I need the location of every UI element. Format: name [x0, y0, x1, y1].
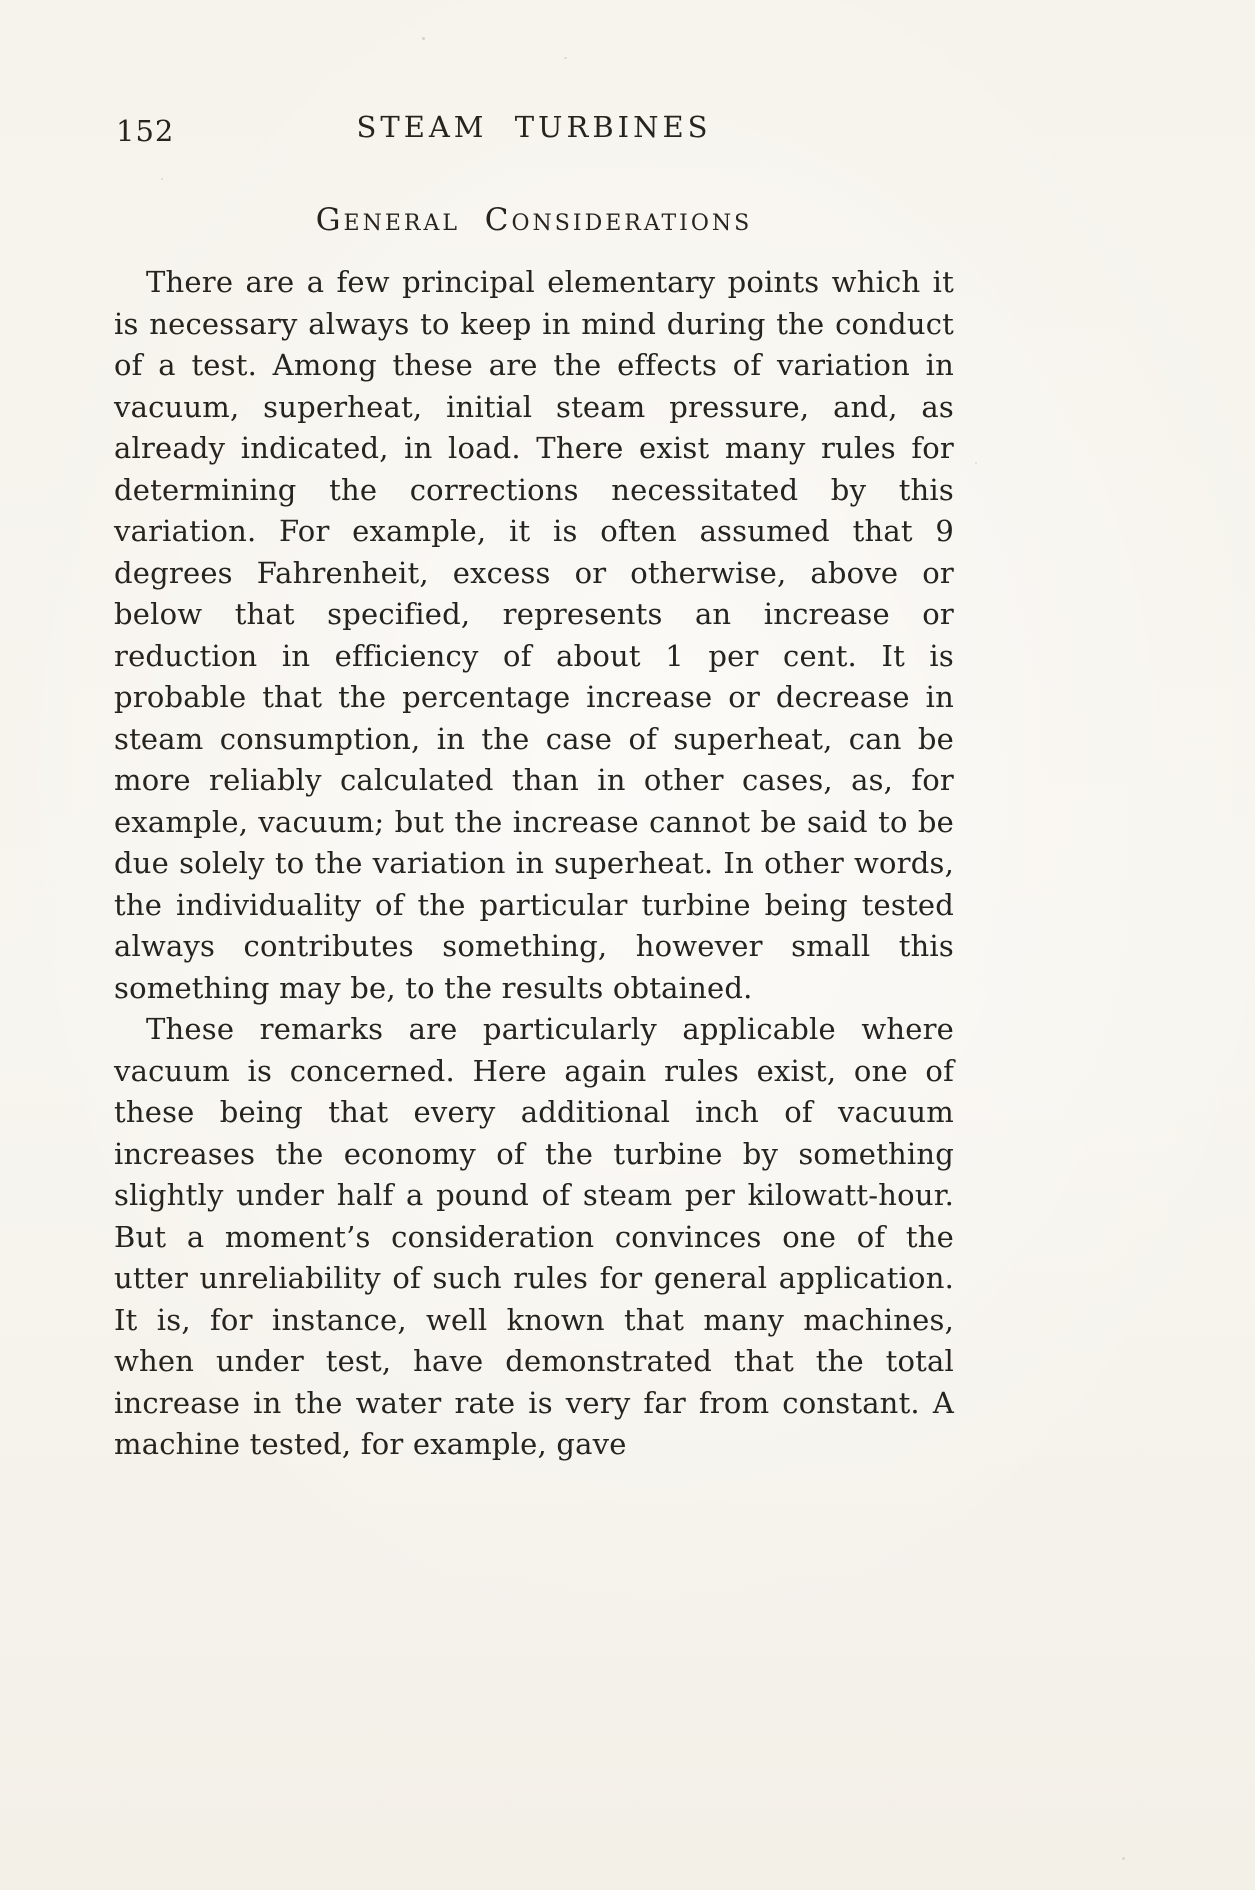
- paragraph: There are a few principal elementary points which it is necessary always to keep in mind during the conduct of a test. Among these are the effects of variation in vacuum, superheat, initial steam pressure, and, as already indicated, in load. There exist many rules for determining the corrections necessitated by this variation. For example, it is often assumed that 9 degrees Fahrenheit, excess or otherwise, above or below that specified, represents an increase or reduction in efficiency of about 1 per cent. It is probable that the percentage increase or decrease in steam consumption, in the case of superheat, can be more reliably calculated than in other cases, as, for example, vacuum; but the increase cannot be said to be due solely to the variation in superheat. In other words, the individuality of the particular turbine being tested always contributes something, however small this something may be, to the results obtained.: [114, 265, 954, 1005]
- scan-speck: [1122, 1857, 1125, 1860]
- text-block: [114, 110, 954, 1466]
- scan-speck: [422, 37, 425, 40]
- body-text: [114, 262, 954, 1466]
- section-heading: General Considerations: [315, 202, 753, 238]
- page-header: [114, 110, 954, 154]
- scan-speck: [975, 462, 977, 464]
- page-number: 152: [116, 114, 175, 148]
- scan-speck: [564, 57, 567, 59]
- paragraph: These remarks are particularly applicable where vacuum is concerned. Here again rules exist, one of these being that every additional inch of vacuum increases the economy of the turbine by something slightly under half a pound of steam per kilowatt-hour. But a moment’s consideration convinces one of the utter unreliability of such rules for general application. It is, for instance, well known that many machines, when under test, have demonstrated that the total increase in the water rate is very far from constant. A machine tested, for example, gave: [114, 1012, 954, 1461]
- running-head: STEAM TURBINES: [356, 110, 712, 144]
